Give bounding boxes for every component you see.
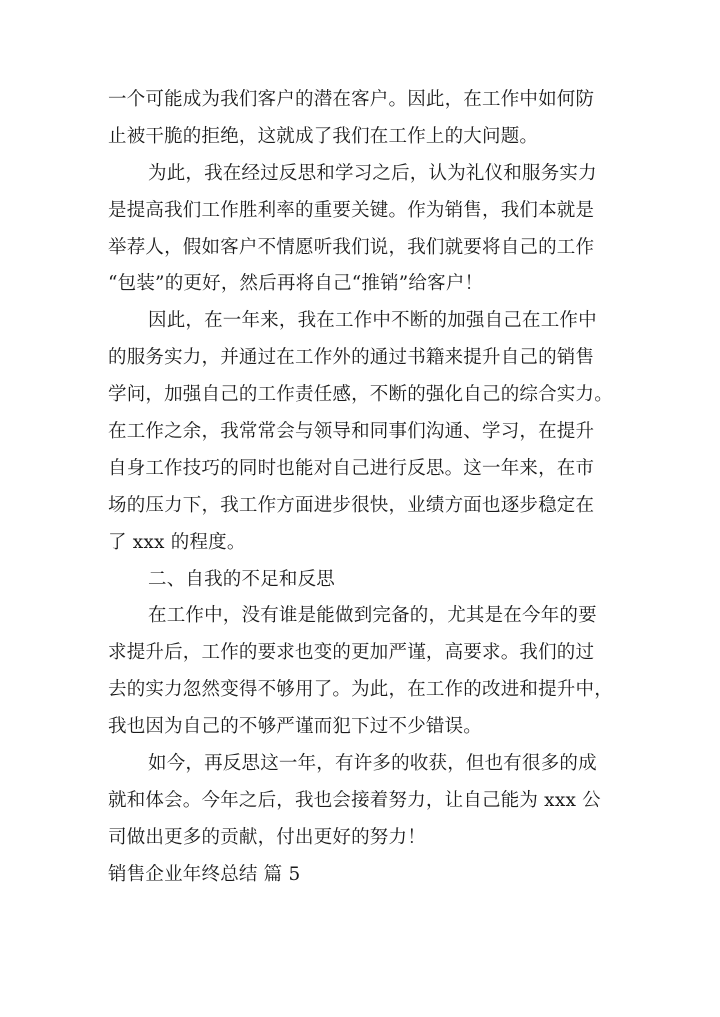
text-line: 去的实力忽然变得不够用了。为此，在工作的改进和提升中， (108, 679, 613, 701)
text-line: 求提升后，工作的要求也变的更加严谨，高要求。我们的过 (108, 642, 595, 664)
text-line: 是提高我们工作胜利率的重要关键。作为销售，我们本就是 (108, 199, 595, 221)
text-line: 司做出更多的贡献，付出更好的努力！ (108, 826, 426, 848)
text-line: 在工作之余，我常常会与领导和同事们沟通、学习，在提升 (108, 421, 595, 443)
paragraph-start-line: 为此，我在经过反思和学习之后，认为礼仪和服务实力 (148, 162, 597, 184)
text-line: 就和体会。今年之后，我也会接着努力，让自己能为 xxx 公 (108, 789, 601, 811)
text-line: 一个可能成为我们客户的潜在客户。因此，在工作中如何防 (108, 89, 595, 110)
text-line: 自身工作技巧的同时也能对自己进行反思。这一年来，在市 (108, 457, 595, 479)
section-heading: 二、自我的不足和反思 (148, 568, 336, 590)
text-line: 了 xxx 的程度。 (108, 531, 246, 553)
paragraph-start-line: 在工作中，没有谁是能做到完备的，尤其是在今年的要 (148, 605, 597, 627)
text-line: 举荐人，假如客户不情愿听我们说，我们就要将自己的工作 (108, 236, 595, 258)
text-line: 我也因为自己的不够严谨而犯下过不少错误。 (108, 716, 483, 738)
text-line: “包装”的更好，然后再将自己“推销”给客户！ (108, 273, 484, 295)
article-title: 销售企业年终总结 篇 5 (108, 863, 301, 885)
text-line: 学问，加强自己的工作责任感，不断的强化自己的综合实力。 (108, 384, 613, 406)
paragraph-start-line: 因此，在一年来，我在工作中不断的加强自己在工作中 (148, 310, 597, 332)
text-line: 止被干脆的拒绝，这就成了我们在工作上的大问题。 (108, 125, 539, 147)
text-line: 的服务实力，并通过在工作外的通过书籍来提升自己的销售 (108, 347, 595, 369)
paragraph-start-line: 如今，再反思这一年，有许多的收获，但也有很多的成 (148, 753, 597, 775)
text-line: 场的压力下，我工作方面进步很快，业绩方面也逐步稳定在 (108, 494, 595, 516)
document-page (108, 82, 614, 894)
